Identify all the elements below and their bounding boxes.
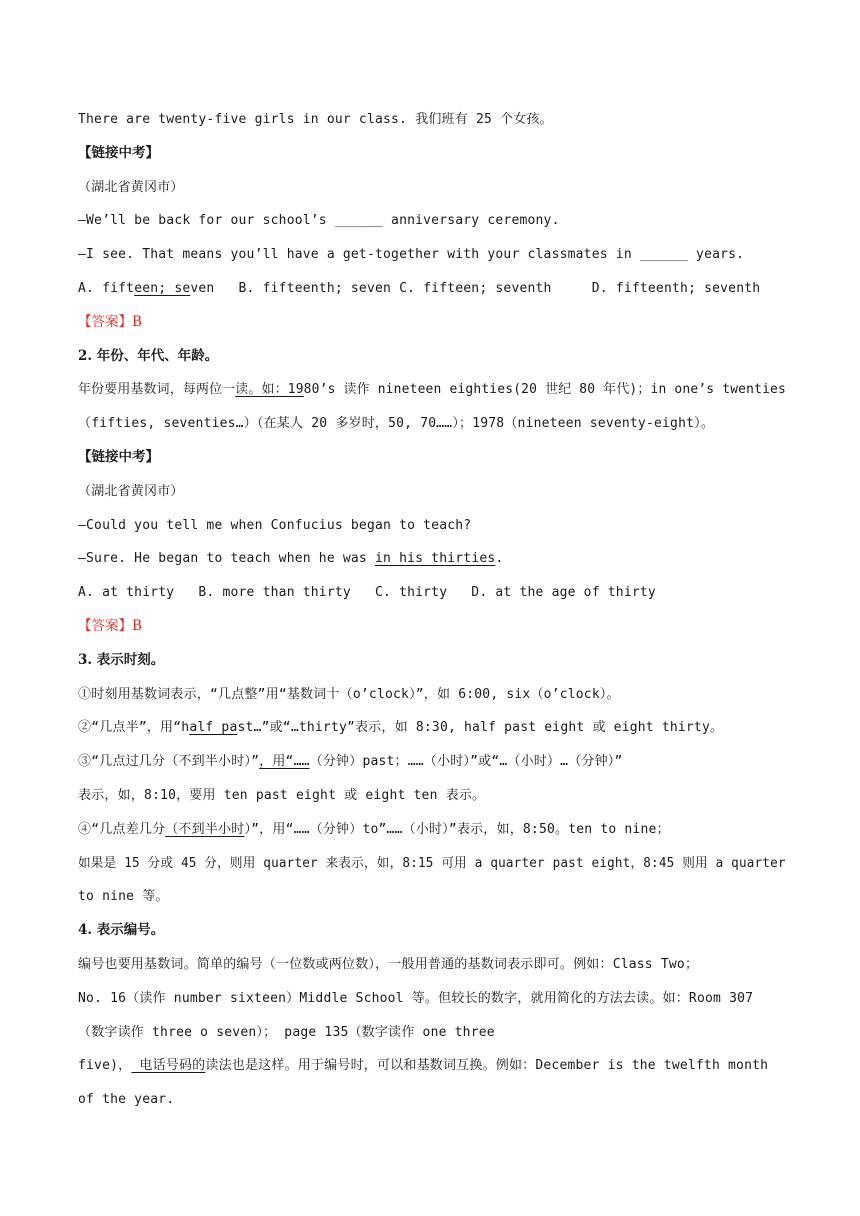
paragraph-line: ①时刻用基数词表示，“几点整”用“基数词十（o’clock）”，如 6:00, six（o’clock）。	[78, 686, 620, 702]
answer-options: A. fifteen; seven B. fifteenth; seven C. fifteen; seventh D. fifteenth; seventh	[78, 280, 761, 296]
paragraph-line: of the year.	[78, 1092, 175, 1108]
document-page	[78, 103, 786, 1117]
paragraph-line: 如果是 15 分或 45 分，则用 quarter 来表示，如，8:15 可用 a quarter past eight，8:45 则用 a quarter	[78, 855, 786, 871]
paragraph-line: 编号也要用基数词。简单的编号（一位数或两位数），一般用普通的基数词表示即可。例如：Class Two；	[78, 956, 699, 972]
paragraph-line: 表示，如，8:10，要用 ten past eight 或 eight ten 表示。	[78, 787, 486, 803]
section-link-exam-heading: 【链接中考】	[78, 144, 159, 161]
exam-source: （湖北省黄冈市）	[78, 483, 184, 499]
dialogue-line: —Sure. He began to teach when he was in his thirties.	[78, 551, 504, 567]
dialogue-line: —I see. That means you’ll have a get-together with your classmates in ______ years.	[78, 247, 745, 263]
dialogue-line: —Could you tell me when Confucius began to teach?	[78, 517, 472, 533]
paragraph-line: （fifties, seventies…）（在某人 20 多岁时，50, 70……）；1978（nineteen seventy-eight）。	[78, 416, 715, 432]
paragraph-line: No. 16（读作 number sixteen）Middle School 等。但较长的数字，就用简化的方法去读。如：Room 307	[78, 990, 754, 1006]
dialogue-line: —We’ll be back for our school’s ______ anniversary ceremony.	[78, 213, 560, 229]
answer-key: 【答案】B	[78, 617, 142, 634]
exam-source: （湖北省黄冈市）	[78, 179, 184, 195]
paragraph-line: five)， 电话号码的读法也是这样。用于编号时，可以和基数词互换。例如：December is the twelfth month	[78, 1058, 769, 1074]
answer-options: A. at thirty B. more than thirty C. thirty D. at the age of thirty	[78, 585, 656, 601]
paragraph-line: 年份要用基数词，每两位一读。如：1980’s 读作 nineteen eighties(20 世纪 80 年代)；in one’s twenties	[78, 382, 786, 398]
paragraph-line: to nine 等。	[78, 889, 169, 905]
paragraph-line: ③“几点过几分（不到半小时）”，用“……（分钟）past；……（小时）”或“…（小时）…（分钟）”	[78, 754, 623, 770]
example-sentence: There are twenty-five girls in our class. 我们班有 25 个女孩。	[78, 112, 553, 127]
paragraph-line: ②“几点半”，用“half past…”或“…thirty”表示，如 8:30, half past eight 或 eight thirty。	[78, 720, 724, 736]
paragraph-line: ④“几点差几分（不到半小时）”，用“……（分钟）to”……（小时）”表示，如，8:50。ten to nine；	[78, 821, 670, 837]
section-heading-time: 3. 表示时刻。	[78, 651, 165, 668]
section-heading-years: 2. 年份、年代、年龄。	[78, 347, 219, 364]
section-heading-numbering: 4. 表示编号。	[78, 922, 165, 939]
section-link-exam-heading: 【链接中考】	[78, 448, 159, 465]
paragraph-line: （数字读作 three o seven）； page 135（数字读作 one three	[78, 1024, 495, 1040]
answer-key: 【答案】B	[78, 313, 142, 330]
